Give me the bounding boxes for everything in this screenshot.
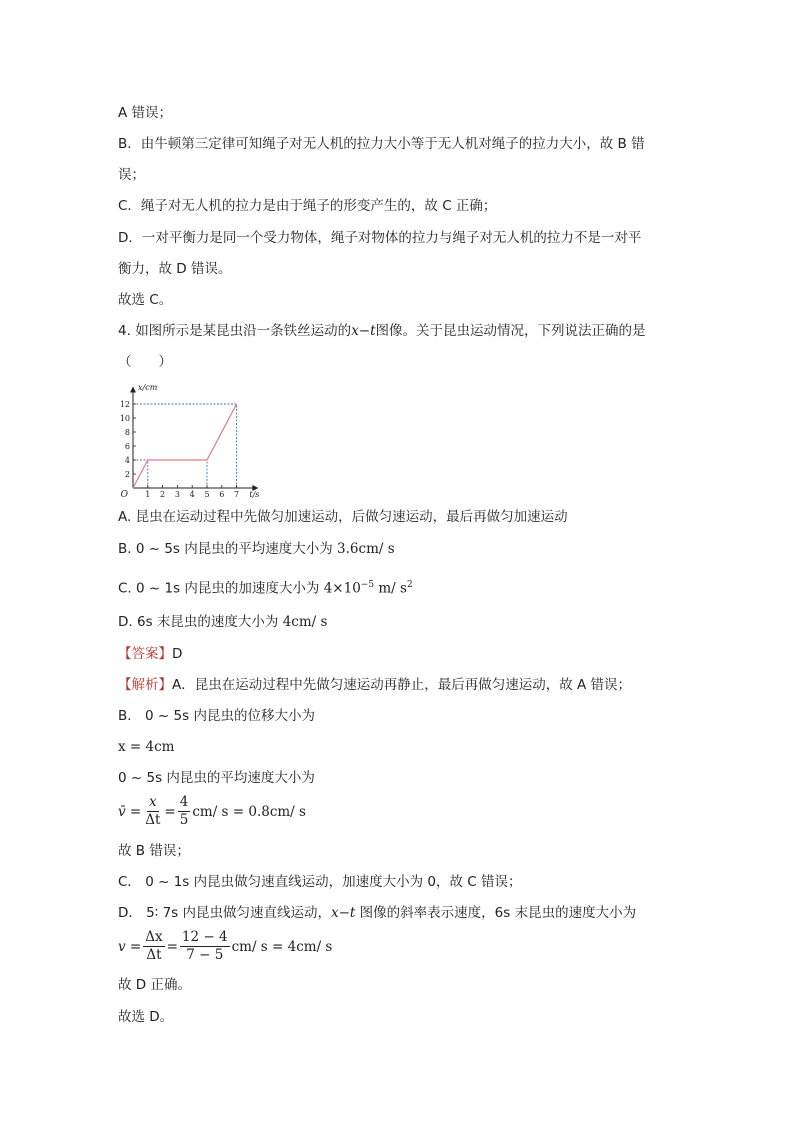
y-tick-label: 10	[119, 414, 130, 423]
y-tick-label: 6	[124, 442, 130, 451]
answer-parentheses: （ ）	[118, 354, 172, 370]
fraction: $\frac{x}{\Delta t}$	[145, 794, 161, 828]
x-t-chart	[116, 380, 266, 498]
x-axis-label: t/s	[249, 490, 260, 498]
analysis-b3: 0 ~ 5s 内昆虫的平均速度大小为	[118, 770, 315, 786]
text-line: C．绳子对无人机的拉力是由于绳子的形变产生的，故 C 正确；	[118, 198, 497, 214]
question-number: 4.	[118, 323, 131, 339]
y-axis-arrow	[130, 387, 136, 393]
text-line: 衡力，故 D 错误。	[118, 261, 232, 277]
y-tick-label: 12	[119, 400, 130, 409]
velocity-formula: v = $\frac{\Delta x}{\Delta t}$ = $\frac{12 - 4}{7 - 5}$ cm/ s = 4cm/ s	[118, 929, 333, 963]
x-tick-label: 3	[174, 490, 180, 498]
text-line: A 错误；	[118, 105, 173, 121]
text-line: D．一对平衡力是同一个受力物体，绳子对物体的拉力与绳子对无人机的拉力不是一对平	[118, 230, 642, 246]
option-b: B. 0 ~ 5s 内昆虫的平均速度大小为 3.6cm/ s	[118, 541, 395, 557]
option-d: D. 6s 末昆虫的速度大小为 4cm/ s	[118, 614, 328, 630]
origin-label: O	[120, 490, 128, 498]
analysis-b5: 故 B 错误；	[118, 843, 190, 859]
option-a: A. 昆虫在运动过程中先做匀加速运动，后做匀速运动，最后再做匀加速运动	[118, 509, 568, 525]
x-t-series-line	[133, 404, 237, 488]
text-line: B．由牛顿第三定律可知绳子对无人机的拉力大小等于无人机对绳子的拉力大小，故 B 错	[118, 136, 645, 152]
analysis-b2: x = 4cm	[118, 739, 175, 755]
analysis-a: 【解析】A．昆虫在运动过程中先做匀速运动再静止，最后再做匀速运动，故 A 错误；	[118, 677, 632, 693]
fraction: $\frac{12 - 4}{7 - 5}$	[181, 929, 228, 963]
text-line: 误；	[118, 167, 145, 183]
analysis-d3: 故 D 正确。	[118, 977, 191, 993]
analysis-label: 【解析】	[118, 677, 172, 693]
answer-label: 【答案】	[118, 646, 172, 662]
x-tick-label: 1	[145, 490, 151, 498]
option-c: C. 0 ~ 1s 内昆虫的加速度大小为 $4\times 10^{-5}$ m/ $s^2$	[118, 580, 413, 597]
average-velocity-formula: v̄ = $\frac{x}{\Delta t}$ = $\frac{4}{5}$ cm/ s = 0.8cm/ s	[118, 794, 306, 828]
answer-value: D	[172, 646, 183, 662]
analysis-b1: B． 0 ~ 5s 内昆虫的位移大小为	[118, 708, 315, 724]
x-tick-label: 6	[219, 490, 225, 498]
question-stem: 4. 如图所示是某昆虫沿一条铁丝运动的x−t图像。关于昆虫运动情况，下列说法正确的是	[118, 323, 646, 339]
x-tick-label: 7	[234, 490, 240, 498]
fraction: $\frac{4}{5}$	[179, 794, 189, 828]
text-line: 故选 C。	[118, 292, 173, 308]
y-axis-label: x/cm	[138, 383, 158, 392]
fraction: $\frac{\Delta x}{\Delta t}$	[145, 929, 163, 963]
x-tick-label: 4	[189, 490, 195, 498]
analysis-c: C． 0 ~ 1s 内昆虫做匀速直线运动，加速度大小为 0，故 C 错误；	[118, 874, 522, 890]
y-tick-label: 8	[124, 428, 130, 437]
answer-line	[118, 644, 182, 664]
y-tick-label: 4	[124, 456, 130, 465]
x-tick-label: 2	[160, 490, 166, 498]
final-answer: 故选 D。	[118, 1009, 174, 1025]
y-tick-label: 2	[124, 470, 130, 479]
analysis-d1: D． 5∶ 7s 内昆虫做匀速直线运动，x−t 图像的斜率表示速度，6s 末昆虫的速度大小为	[118, 905, 637, 921]
x-tick-label: 5	[204, 490, 210, 498]
